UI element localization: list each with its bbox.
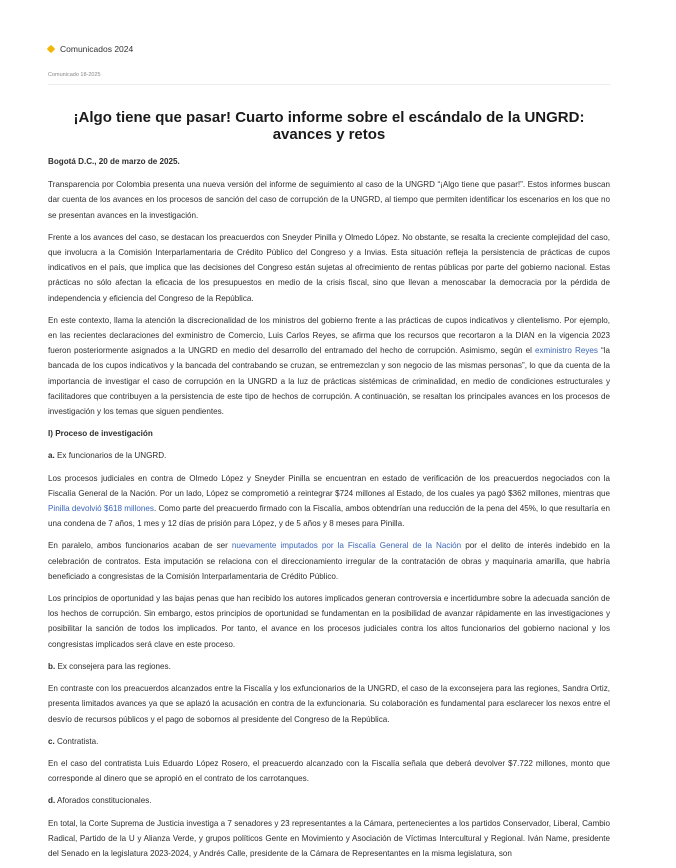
paragraph-4 xyxy=(48,471,610,532)
subheading-b-text: Ex consejera para las regiones. xyxy=(55,661,171,671)
paragraph-8: En el caso del contratista Luis Eduardo López Rosero, el preacuerdo alcanzado con la Fiscalía señala que deberá devolver $7.722 millones, monto que corresponde al dinero que se apropió en el contrato de los carrotanques. xyxy=(48,758,610,784)
paragraph-7: En contraste con los preacuerdos alcanzados entre la Fiscalía y los exfuncionarios de la UNGRD, el caso de la exconsejera para las regiones, Sandra Ortiz, presenta limitados avances ya que se aplazó la acusación en contra de la exfuncionaria. Su colaboración es fundamental para esclarecer los nexos entre el desvío de recursos públicos y el pago de sobornos al presidente del Congreso de la República. xyxy=(48,684,610,724)
link-nuevamente-imputados[interactable]: nuevamente imputados por la Fiscalía General de la Nación xyxy=(231,541,462,551)
paragraph-3-text-a: En este contexto, llama la atención la discrecionalidad de los ministros del gobierno frente a las prácticas de cupos indicativos y clientelismo. Por ejemplo, en las recientes declaraciones del exministro de Comercio, Luis Carlos Reyes, se afirma que los recursos que recortaron a la DIAN en la vigencia 2023 fueron posteriormente asignados a la UNGRD en medio del desarrollo del entramado del hecho de corrupción. Asimismo, según el xyxy=(48,315,610,356)
paragraph-4-text-a: Los procesos judiciales en contra de Olmedo López y Sneyder Pinilla se encuentran en estado de verificación de los preacuerdos negociados con la Fiscalía General de la Nación. Por un lado, López se comprometió a reintegrar $724 millones al Estado, de los cuales ya pagó $362 millones, mientras que xyxy=(48,473,610,498)
tag-icon xyxy=(47,45,55,53)
paragraph-5 xyxy=(48,538,610,584)
communique-number: Comunicado 18-2025 xyxy=(48,72,101,78)
paragraph-1: Transparencia por Colombia presenta una nueva versión del informe de seguimiento al caso de la UNGRD “¡Algo tiene que pasar!”. Estos informes buscan dar cuenta de los avances en los procesos de sanción del caso de corrupción de la UNGRD, al tiempo que permiten identificar los escenarios en los que no se presentan avances en la investigación. xyxy=(48,180,610,220)
paragraph-3-text-b: “la bancada de los cupos indicativos y la bancada del contrabando se cruzan, se entremezclan y son negocio de las mismas personas”, lo que da cuenta de la importancia de investigar el caso de corrupción en la UNGRD a la luz de prácticas sistémicas de criminalidad, en medio de condiciones estructurales y facilitadores que contribuyen a la persistencia de este tipo de hechos de corrupción. A continuación, se resaltan los principales avances en los procesos de investigación y los temas que siguen pendientes. xyxy=(48,346,611,417)
paragraph-9: En total, la Corte Suprema de Justicia investiga a 7 senadores y 23 representantes a la Cámara, pertenecientes a los partidos Conservador, Liberal, Cambio Radical, Partido de la U y Alianza Verde, y grupos políticos Gente en Movimiento y Asociación de Víctimas Intercultural y Regional. Iván Name, presidente del Senado en la legislatura 2023-2024, y Andrés Calle, presidente de la Cámara de Representantes en la misma legislatura, son xyxy=(48,818,610,858)
subheading-c-letter: c. xyxy=(48,736,55,746)
paragraph-4-text-b: . Como parte del preacuerdo firmado con la Fiscalía, ambos obtendrían una reducción de la pena del 45%, lo que resultaría en una condena de 7 años, 1 mes y 12 días de prisión para López, y de 5 años y 8 meses para Pinilla. xyxy=(48,504,610,529)
subheading-a-letter: a. xyxy=(48,451,55,461)
section-heading-1: I) Proceso de investigación xyxy=(48,429,153,439)
link-pinilla-devolvio[interactable]: Pinilla devolvió $618 millones xyxy=(48,504,154,514)
link-exministro-reyes[interactable]: exministro Reyes xyxy=(535,346,598,356)
subheading-d-letter: d. xyxy=(48,796,56,806)
subheading-d xyxy=(48,793,610,808)
category-tag[interactable] xyxy=(48,44,133,54)
subheading-a xyxy=(48,448,610,463)
article-title: ¡Algo tiene que pasar! Cuarto informe sobre el escándalo de la UNGRD: avances y retos xyxy=(73,109,585,143)
subheading-d-text: Aforados constitucionales. xyxy=(55,796,152,806)
category-label[interactable]: Comunicados 2024 xyxy=(60,44,134,54)
paragraph-2: Frente a los avances del caso, se destacan los preacuerdos con Sneyder Pinilla y Olmedo López. No obstante, se resalta la creciente complejidad del caso, que involucra a la Comisión Interparlamentaria de Crédito Público del Congreso y a Invias. Esta situación refleja la persistencia de prácticas de cupos indicativos en el país, que implica que las decisiones del Congreso están sujetas al ofrecimiento de rentas públicas por parte del gobierno nacional. Estas prácticas no sólo afectan la eficacia de los presupuestos en medio de la crisis fiscal, sino que llevan a menoscabar la democracia por la pérdida de independencia y eficiencia del Congreso de la República. xyxy=(48,232,610,303)
subheading-b xyxy=(48,659,610,674)
divider xyxy=(48,84,610,85)
paragraph-5-text-a: En paralelo, ambos funcionarios acaban de ser xyxy=(48,541,232,551)
subheading-c-text: Contratista. xyxy=(54,736,99,746)
paragraph-3 xyxy=(48,313,610,419)
subheading-c xyxy=(48,734,610,749)
article-body xyxy=(48,154,610,868)
dateline: Bogotá D.C., 20 de marzo de 2025. xyxy=(48,157,180,166)
subheading-b-letter: b. xyxy=(48,661,56,671)
paragraph-6: Los principios de oportunidad y las bajas penas que han recibido los autores implicados generan controversia e incertidumbre sobre la adecuada sanción de los hechos de corrupción. Sin embargo, estos principios de oportunidad se fundamentan en la posibilidad de avanzar rápidamente en las investigaciones y posibilitar la sanción de todos los implicados. Por tanto, el avance en los procesos judiciales contra los altos funcionarios del gobierno nacional y los congresistas implicados será clave en este proceso. xyxy=(48,594,610,649)
paragraph-5-text-b: por el delito de interés indebido en la celebración de contratos. Esta imputación se relaciona con el direccionamiento irregular de la contratación de obras y maquinaria amarilla, que habría beneficiado a congresistas de la Comisión Interparlamentaria de Crédito Público. xyxy=(48,541,610,581)
subheading-a-text: Ex funcionarios de la UNGRD. xyxy=(54,451,167,461)
